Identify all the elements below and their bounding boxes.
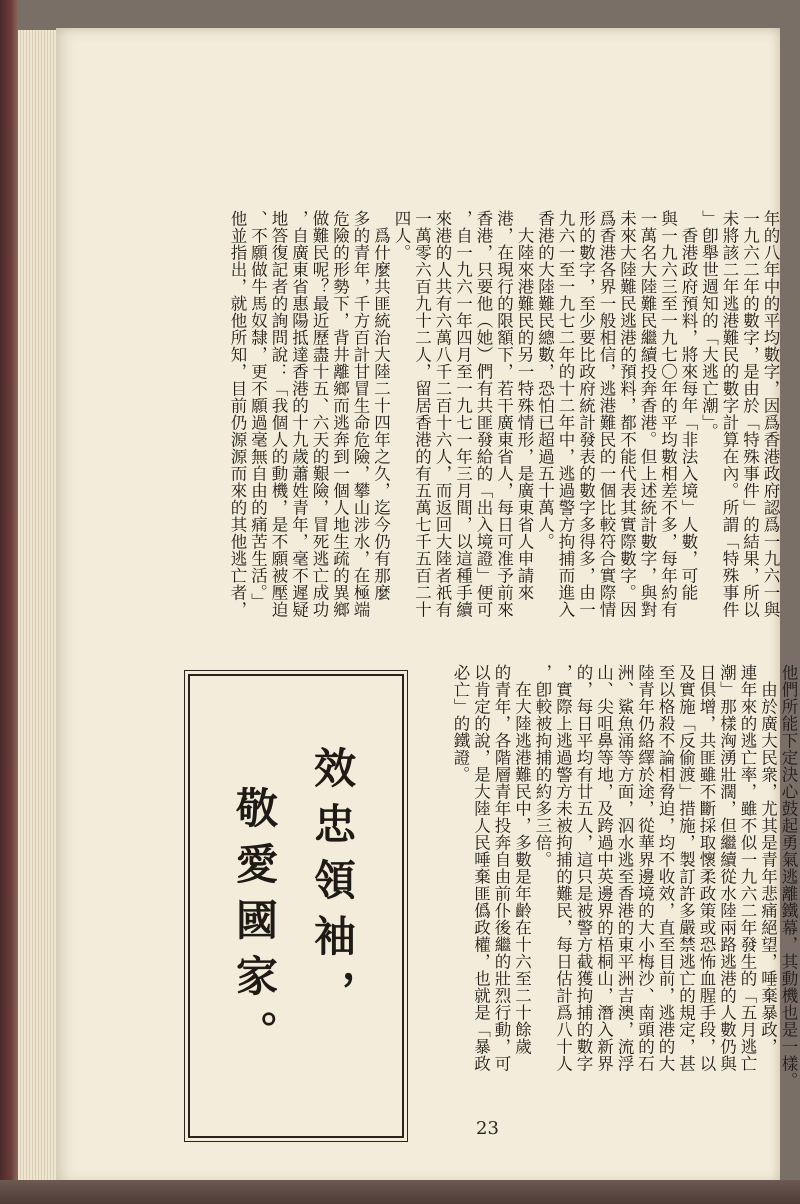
book-binding xyxy=(0,0,18,1204)
book-page xyxy=(56,28,798,1184)
article-text-bottom: 他們所能下定決心鼓起勇氣逃離鐵幕，其動機也是一樣。 由於廣大民衆，尤其是青年悲痛絕望，唾棄暴政， 連年來的逃亡率，雖不似一九六二年發生的「五月逃亡 潮」那樣洶湧壯濶，但繼續從水陸兩路逃港的人數仍與 日俱增，共匪雖不斷採取懷柔政策或恐怖血腥手段，以 及實施「反偷渡」措施，製訂許多嚴禁逃亡的規定，甚 至以格殺不論相脅迫，均不收效，直至目前，逃港的大 陸青年仍絡繹於途，從華界邊境的大小梅沙、南頭的石 洲、鯊魚涌等方面，泅水逃至香港的東平洲吉澳，流浮 山、尖咀鼻等地，及跨過中英邊界的梧桐山，潛入新界 的，每日平均有廿五人，這只是被警方截獲拘捕的數字 ，實際上逃過警方未被拘捕的難民，每日估計爲八十人 ，卽較被拘捕的約多三倍。 在大陸逃港難民中，多數是年齡在十六至二十餘歲 的青年，各階層青年投奔自由前仆後繼的壯烈行動，可 以肯定的說，是大陸人民唾棄匪僞政權，也就是「暴政 必亡」的鐵證。 xyxy=(451,664,798,1089)
slogan-box xyxy=(188,674,404,1138)
book-bottom-edge xyxy=(0,1180,800,1204)
slogan-line-1: 效忠領袖， xyxy=(308,746,357,1026)
slogan-line-2: 敬愛國家。 xyxy=(230,786,279,1066)
page-edges xyxy=(18,30,58,1180)
page-number: 23 xyxy=(476,1118,499,1139)
article-text-top: 年的八年中的平均數字，因爲香港政府認爲一九六一與 一九六二年的數字，是由於「特殊事件」的結果，所以 未將該二年逃港難民的數字計算在內。所謂「特殊事件 」卽舉世週知的「大逃亡潮」。 香港政府預料，將來每年「非法入境」人數，可能 與一九六三至一九七〇年的平均數相差不多，每年約有 一萬名大陸難民繼續投奔香港。但上述統計數字，與對 未來大陸難民逃港的預料，都不能代表其實際數字。因 爲香港各界一般相信，逃港難民的一個比較符合實際情 形的數字，至少要比政府統計發表的數字多得多，由一 九六一至一九七二年的十二年中，逃過警方拘捕而進入 香港的大陸難民總數，恐怕已超過五十萬人。 大陸來港難民的另一特殊情形，是廣東省人申請來 港，在現行的限額下，若干廣東省人，每日可准予前來 香港，只要他（她）們有共匪發給的「出入境證」便可 ，自一九六一年四月至一九七一年三月間，以這種手續 來港的人共有六萬八千二百十六人，而返回大陸者祇有 一萬零六百九十二人，留居香港的有五萬七千五百二十 四人。 爲什麼共匪統治大陸二十四年之久，迄今仍有那麼 多的青年，千方百計甘冒生命危險，攀山涉水，在極端 危險的形勢下，背井離鄉而逃奔到一個人地生疏的異鄉 做難民呢？最近歷盡十五、六天的艱險，冒死逃亡成功 ，自廣東省惠陽抵達香港的十九歲蕭姓青年，毫不遲疑 地答復記者的詢問說：「我個人的動機，是不願被壓迫 、不願做牛馬奴隸，更不願過毫無自由的痛苦生活。」 他並指出，就他所知，目前仍源源而來的其他逃亡者， xyxy=(228,210,780,618)
